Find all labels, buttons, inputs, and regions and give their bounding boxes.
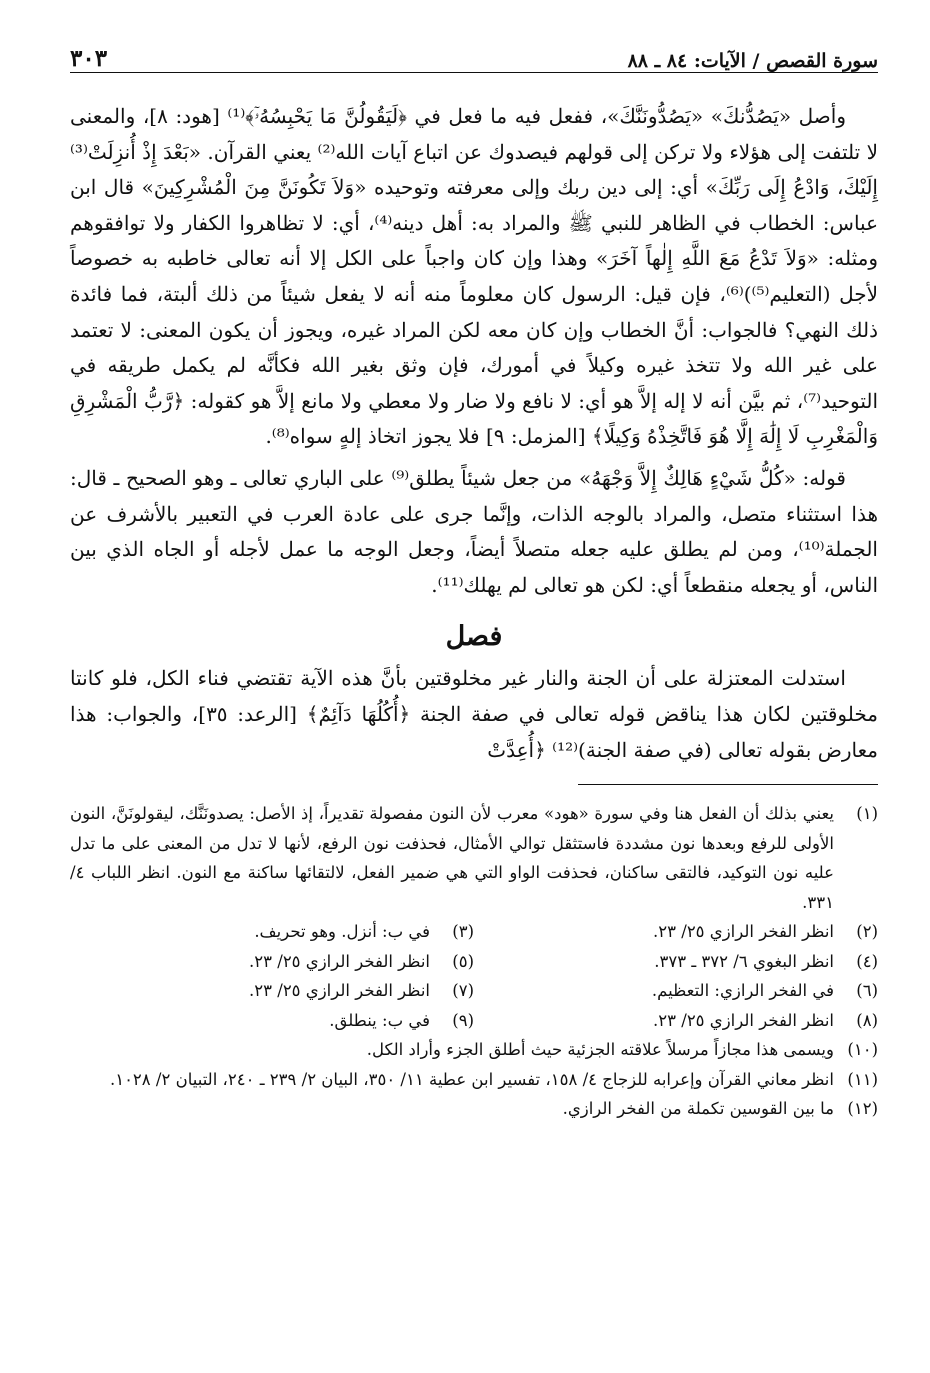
footnote [70,917,474,947]
footnote-text: في ب: ينطلق. [329,1010,430,1030]
paragraph: وأصل «يَصُدُّنكَ» «يَصُدُّونَنَّكَ»، ففعل فيه ما فعل في ﴿لَيَقُولُنَّ مَا يَحْبِسُهُۥٓ﴾⁽¹⁾ [هود: ٨]، والمعنى لا تلتفت إلى هؤلاء ولا تركن إلى قولهم فيصدوك عن اتباع آيات الله⁽²⁾ يعني القرآن. «بَعْدَ إِذْ أُنزِلَتْ⁽³⁾ إِلَيْكَ، وَادْعُ إِلَى رَبِّكَ» أي: إلى دين ربك وإلى معرفته وتوحيده «وَلاَ تَكُونَنَّ مِنَ الْمُشْرِكِينَ» قال ابن عباس: الخطاب في الظاهر للنبي ﷺ والمراد به: أهل دينه⁽⁴⁾، أي: لا تظاهروا الكفار ولا توافقوهم ومثله: «وَلاَ تَدْعُ مَعَ اللَّهِ إِلٰهاً آخَرَ» وهذا وإن كان واجباً على الكل إلا أنه تعالى خاطبه به خصوصاً لأجل (التعليم⁽⁵⁾)⁽⁶⁾، فإن قيل: الرسول كان معلوماً منه أنه لا يفعل شيئاً من ذلك ألبتة، فما فائدة ذلك النهي؟ فالجواب: أنَّ الخطاب وإن كان معه لكن المراد غيره، ويجوز أن يكون المعنى: لا تعتمد على غير الله ولا تتخذ غيره وكيلاً في أمورك، فإن وثق بغير الله فكأنَّه لم يكمل طريقه في التوحيد⁽⁷⁾، ثم بيَّن أنه لا إله إلاَّ هو أي: لا نافع ولا ضار ولا معطي ولا مانع إلاَّ هو كقوله: ﴿رَّبُّ الْمَشْرِقِ وَالْمَغْرِبِ لَا إِلَٰهَ إِلَّا هُوَ فَاتَّخِذْهُ وَكِيلًا﴾ [المزمل: ٩] فلا يجوز اتخاذ إلهٍ سواه⁽⁸⁾. [70,104,879,449]
footnote-text: ما بين القوسين تكملة من الفخر الرازي. [562,1099,834,1119]
footnote-number: (٨) [856,1010,878,1030]
book-page [70,40,878,1124]
page-number: ٣٠٣ [70,45,108,72]
page-header [70,40,878,73]
footnote [70,799,878,917]
footnote [474,976,878,1006]
main-text [70,99,878,768]
footnote-row [70,1006,878,1036]
footnote-text: انظر الفخر الرازي ٢٥/ ٢٣. [249,981,430,1001]
footnote-text: انظر الفخر الرازي ٢٥/ ٢٣. [653,922,834,942]
footnote-text: انظر معاني القرآن وإعرابه للزجاج ٤/ ١٥٨، تفسير ابن عطية ١١/ ٣٥٠، البيان ٢/ ٢٣٩ ـ ٢٤٠، التبيان ٢/ ١٠٢٨. [109,1069,834,1089]
footnote-number: (٣) [452,922,474,942]
footnote [70,976,474,1006]
footnote [70,1035,878,1065]
paragraph: استدلت المعتزلة على أن الجنة والنار غير مخلوقتين بأنَّ هذه الآية تقتضي فناء الكل، فلو كانتا مخلوقتين لكان هذا يناقض قوله تعالى في صفة الجنة ﴿أُكُلُهَا دَآئِمٌ﴾ [الرعد: ٣٥]، والجواب: هذا معارض بقوله تعالى (في صفة الجنة)⁽¹²⁾ ﴿أُعِدَّتْ [70,666,878,762]
footnote [474,1006,878,1036]
paragraph: قوله: «كُلُّ شَيْءٍ هَالِكٌ إِلاَّ وَجْهَهُ» من جعل شيئاً يطلق⁽⁹⁾ على الباري تعالى ـ وهو الصحيح ـ قال: هذا استثناء متصل، والمراد بالوجه الذات، وإنَّما جرى على عادة العرب في التعبير بالأشرف عن الجملة⁽¹⁰⁾، ومن لم يطلق عليه جعله متصلاً أيضاً، وجعل الوجه ما عمل لأجله أو الجاه الذي بين الناس، أو يجعله منقطعاً أي: لكن هو تعالى لم يهلك⁽¹¹⁾. [70,465,878,597]
footnotes [70,799,878,1124]
footnote-text: يعني بذلك أن الفعل هنا وفي سورة «هود» معرب لأن النون مفصولة تقديراً، إذ الأصل: يصدونَنَّك، ليقولونَنَّ، النون الأولى للرفع وبعدها نون مشددة فاستثقل توالي الأمثال، فحذفت نون الرفع، لأنها لا تدل من المعنى على ما تدل عليه نون التوكيد، فالتقى ساكنان، فحذفت الواو التي هي ضمير الفعل، لالتقائها ساكنة مع النون. انظر اللباب ٤/ ٣٣١. [70,804,834,912]
footnote-row [70,947,878,977]
footnote [474,917,878,947]
footnote [70,1094,878,1124]
footnote-text: ويسمى هذا مجازاً مرسلاً علاقته الجزئية حيث أطلق الجزء وأراد الكل. [366,1040,834,1060]
footnote-number: (١) [856,804,878,824]
footnote [70,947,474,977]
footnote-number: (٤) [856,951,878,971]
section-heading: فصل [445,621,503,653]
footnote-text: انظر البغوي ٦/ ٣٧٢ ـ ٣٧٣. [654,951,834,971]
footnote-text: انظر الفخر الرازي ٢٥/ ٢٣. [249,951,430,971]
footnote-number: (١٢) [847,1099,878,1119]
footnote-text: في الفخر الرازي: التعظيم. [651,981,834,1001]
footnote-separator [578,784,878,785]
footnote-text: انظر الفخر الرازي ٢٥/ ٢٣. [653,1010,834,1030]
footnote [70,1065,878,1095]
footnote-number: (٧) [452,981,474,1001]
footnote-number: (٥) [452,951,474,971]
footnote [474,947,878,977]
footnote-number: (٦) [856,981,878,1001]
footnote-number: (٩) [452,1010,474,1030]
footnote-number: (١٠) [847,1040,878,1060]
footnote [70,1006,474,1036]
footnote-number: (٢) [856,922,878,942]
footnote-row [70,976,878,1006]
footnote-row [70,917,878,947]
footnote-number: (١١) [847,1069,878,1089]
running-title: سورة القصص / الآيات: ٨٤ ـ ٨٨ [627,50,878,72]
footnote-text: في ب: أنزل. وهو تحريف. [254,922,430,942]
